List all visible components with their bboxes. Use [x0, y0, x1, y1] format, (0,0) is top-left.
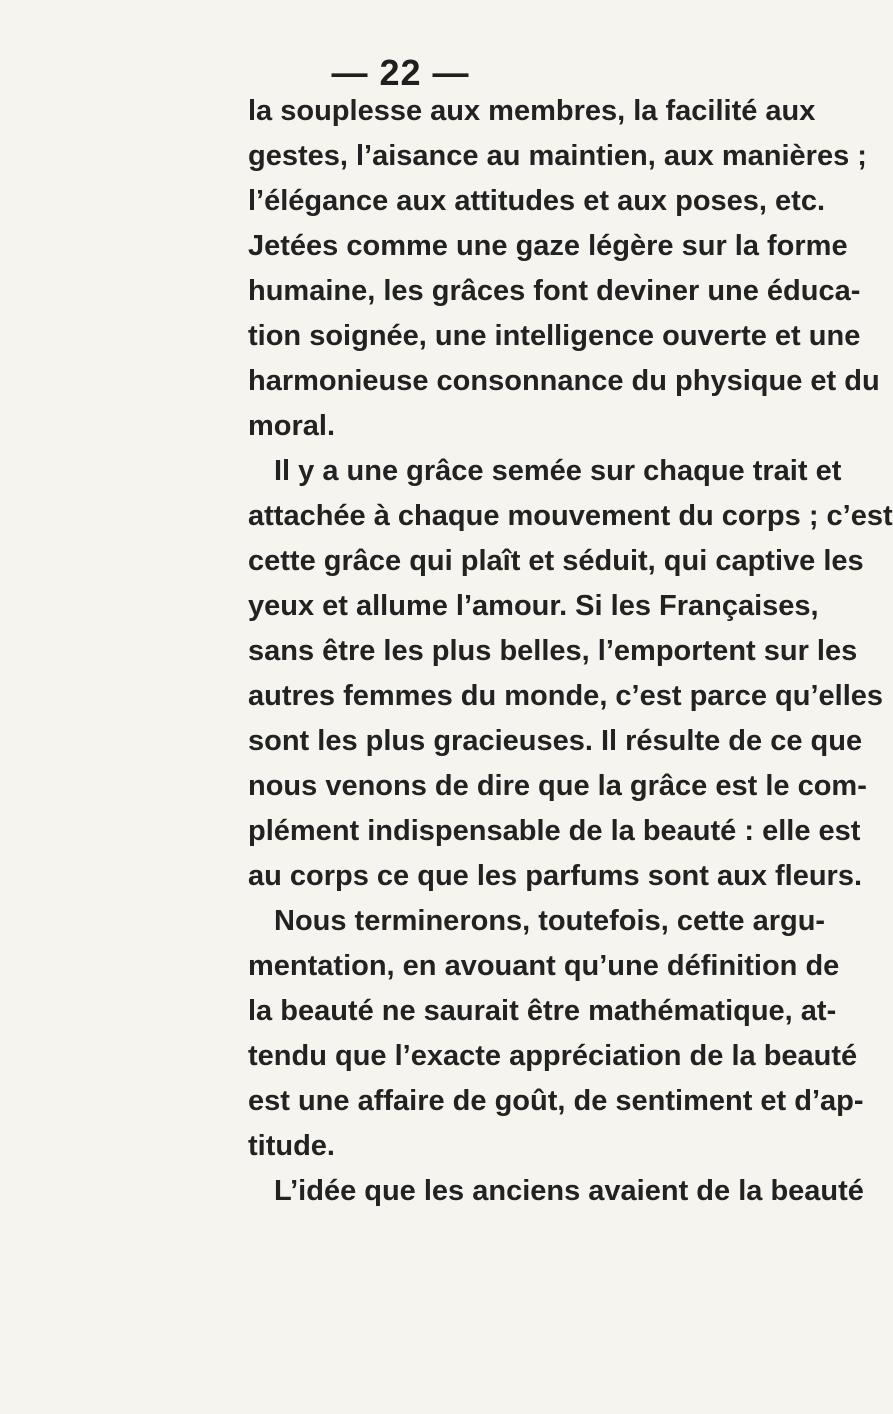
text-line: plément indispensable de la beauté : elle est	[248, 815, 861, 847]
text-line: est une affaire de goût, de sentiment et d’ap-	[248, 1085, 864, 1117]
text-line: Nous terminerons, toutefois, cette argu-	[274, 905, 826, 937]
text-line: gestes, l’aisance au maintien, aux manières ;	[248, 140, 867, 172]
text-line: mentation, en avouant qu’une définition de	[248, 950, 840, 982]
text-line: Jetées comme une gaze légère sur la forme	[248, 230, 848, 262]
text-line: autres femmes du monde, c’est parce qu’elles	[248, 680, 884, 712]
text-line: la souplesse aux membres, la facilité aux	[248, 95, 816, 127]
page-number: — 22 —	[331, 52, 470, 93]
text-line: L’idée que les anciens avaient de la beauté	[274, 1175, 864, 1207]
text-line: au corps ce que les parfums sont aux fleurs.	[248, 860, 863, 892]
text-line: cette grâce qui plaît et séduit, qui captive les	[248, 545, 864, 577]
text-line: la beauté ne saurait être mathématique, at-	[248, 995, 837, 1027]
text-line: tendu que l’exacte appréciation de la beauté	[248, 1040, 858, 1072]
text-line: titude.	[248, 1130, 335, 1162]
text-line: harmonieuse consonnance du physique et du	[248, 365, 880, 397]
text-line: moral.	[248, 410, 336, 442]
text-line: attachée à chaque mouvement du corps ; c’est	[248, 500, 893, 532]
text-line: sont les plus gracieuses. Il résulte de ce que	[248, 725, 863, 757]
text-line: humaine, les grâces font deviner une éduca-	[248, 275, 861, 307]
text-line: tion soignée, une intelligence ouverte et une	[248, 320, 861, 352]
text-line: sans être les plus belles, l’emportent sur les	[248, 635, 858, 667]
text-line: Il y a une grâce semée sur chaque trait et	[274, 455, 842, 487]
text-line: nous venons de dire que la grâce est le com-	[248, 770, 867, 802]
text-line: yeux et allume l’amour. Si les Françaises,	[248, 590, 819, 622]
text-line: l’élégance aux attitudes et aux poses, etc.	[248, 185, 825, 217]
